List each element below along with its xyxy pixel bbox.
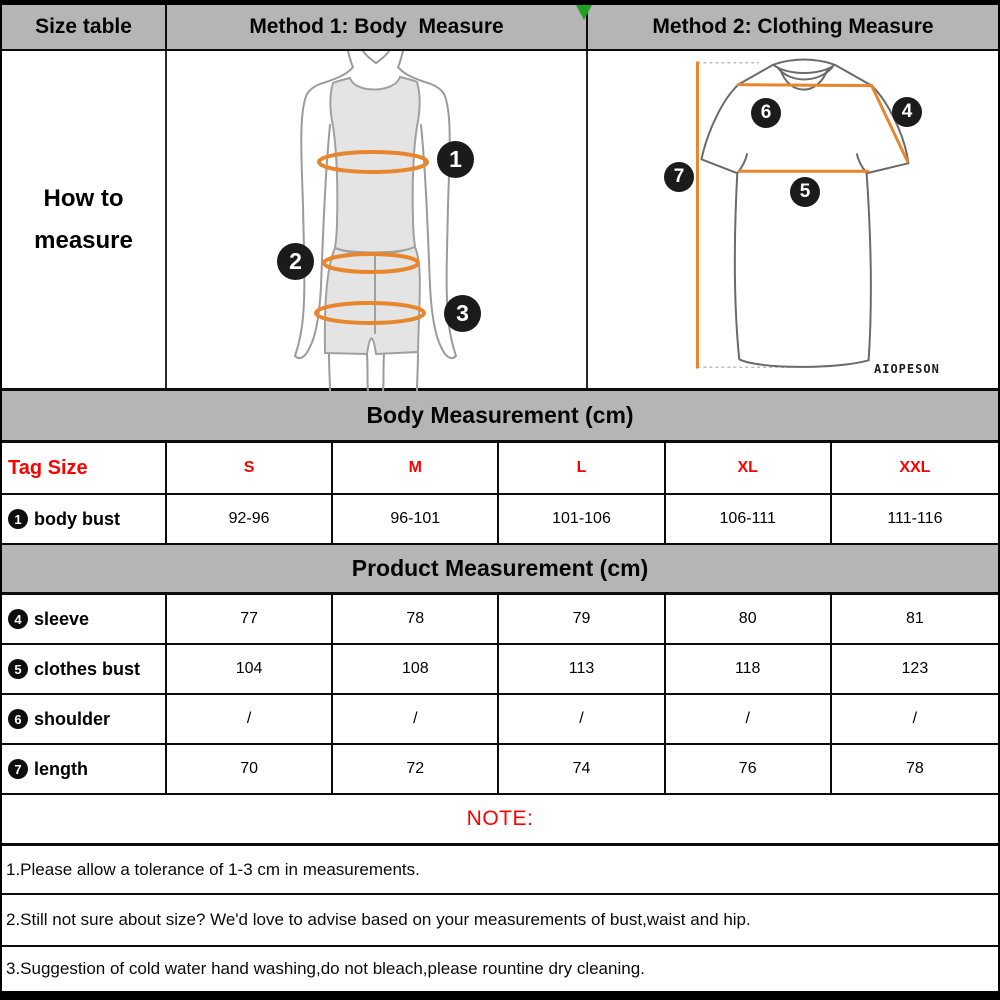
length-m: 72: [333, 745, 499, 793]
shoulder-row: [2, 695, 998, 745]
header-method2: Method 2: Clothing Measure: [652, 15, 934, 38]
note-item-3: 3.Suggestion of cold water hand washing,do not bleach,please rountine dry cleaning.: [2, 947, 998, 991]
sleeve-xl: 80: [666, 595, 832, 643]
shoulder-m: /: [333, 695, 499, 743]
tag-size-label: Tag Size: [2, 443, 167, 493]
note-title: NOTE:: [2, 795, 998, 846]
length-xl: 76: [666, 745, 832, 793]
body-bust-l: 101-106: [499, 495, 665, 543]
clothes-bust-l: 113: [499, 645, 665, 693]
shoulder-s: /: [167, 695, 333, 743]
note-item-1: 1.Please allow a tolerance of 1-3 cm in measurements.: [2, 846, 998, 895]
sleeve-m: 78: [333, 595, 499, 643]
clothes-bust-xxl: 123: [901, 660, 929, 677]
header-method1: Method 1: Body Measure: [167, 5, 588, 49]
clothes-bust-s: 104: [167, 645, 333, 693]
product-measurement-title: Product Measurement (cm): [2, 545, 998, 595]
marker-7-badge: 7: [664, 162, 694, 192]
body-measurement-title: Body Measurement (cm): [2, 391, 998, 443]
marker-1-icon: 1: [8, 509, 28, 529]
body-bust-row: [2, 495, 998, 545]
brand-text: AIOPESON: [874, 362, 940, 376]
clothes-bust-xl: 118: [666, 645, 832, 693]
how-to-line1: How to: [43, 184, 124, 212]
body-bust-xl: 106-111: [666, 495, 832, 543]
shoulder-l: /: [499, 695, 665, 743]
sleeve-xxl: 81: [905, 610, 924, 627]
clothing-measure-illustration: [588, 51, 998, 388]
size-s: S: [167, 443, 333, 493]
shoulder-xxl: /: [912, 710, 918, 727]
top-header-row: [2, 5, 998, 51]
size-m: M: [333, 443, 499, 493]
clothes-bust-label: 5 clothes bust: [2, 645, 167, 693]
marker-4-badge: 4: [892, 97, 922, 127]
body-bust-label: 1 body bust: [2, 495, 167, 543]
length-xxl: 78: [905, 760, 924, 777]
tshirt-shape: [701, 60, 908, 367]
sleeve-l: 79: [499, 595, 665, 643]
sleeve-label: 4 sleeve: [2, 595, 167, 643]
marker-7-icon: 7: [8, 759, 28, 779]
illustration-row: [2, 51, 998, 391]
green-corner-mark: [576, 5, 592, 20]
note-item-2: 2.Still not sure about size? We'd love to advise based on your measurements of bust,waist and hip.: [2, 895, 998, 947]
length-label: 7 length: [2, 745, 167, 793]
body-bust-xxl: 111-116: [887, 510, 943, 527]
length-row: [2, 745, 998, 795]
marker-6-badge: 6: [751, 98, 781, 128]
body-measure-illustration: [167, 51, 588, 388]
marker-4-icon: 4: [8, 609, 28, 629]
shorts-shape: [325, 247, 420, 354]
body-bust-s: 92-96: [167, 495, 333, 543]
size-l: L: [499, 443, 665, 493]
body-bust-m: 96-101: [333, 495, 499, 543]
how-to-measure-label: [2, 51, 167, 388]
sleeve-row: [2, 595, 998, 645]
header-size-table: Size table: [2, 5, 167, 49]
tshirt-drawing: [588, 51, 996, 391]
how-to-line2: measure: [34, 226, 133, 254]
marker-2-badge: 2: [277, 243, 314, 280]
length-l: 74: [499, 745, 665, 793]
clothes-bust-m: 108: [333, 645, 499, 693]
tank-top-shape: [330, 77, 420, 252]
shoulder-measure-line: [738, 85, 871, 86]
marker-6-icon: 6: [8, 709, 28, 729]
body-figure-drawing: [167, 51, 586, 391]
tag-size-row: [2, 443, 998, 495]
marker-3-badge: 3: [444, 295, 481, 332]
marker-1-badge: 1: [437, 141, 474, 178]
size-xl: XL: [666, 443, 832, 493]
sleeve-s: 77: [167, 595, 333, 643]
marker-5-badge: 5: [790, 177, 820, 207]
shoulder-xl: /: [666, 695, 832, 743]
clothes-bust-row: [2, 645, 998, 695]
size-xxl: XXL: [899, 459, 931, 476]
marker-5-icon: 5: [8, 659, 28, 679]
length-s: 70: [167, 745, 333, 793]
shoulder-label: 6 shoulder: [2, 695, 167, 743]
